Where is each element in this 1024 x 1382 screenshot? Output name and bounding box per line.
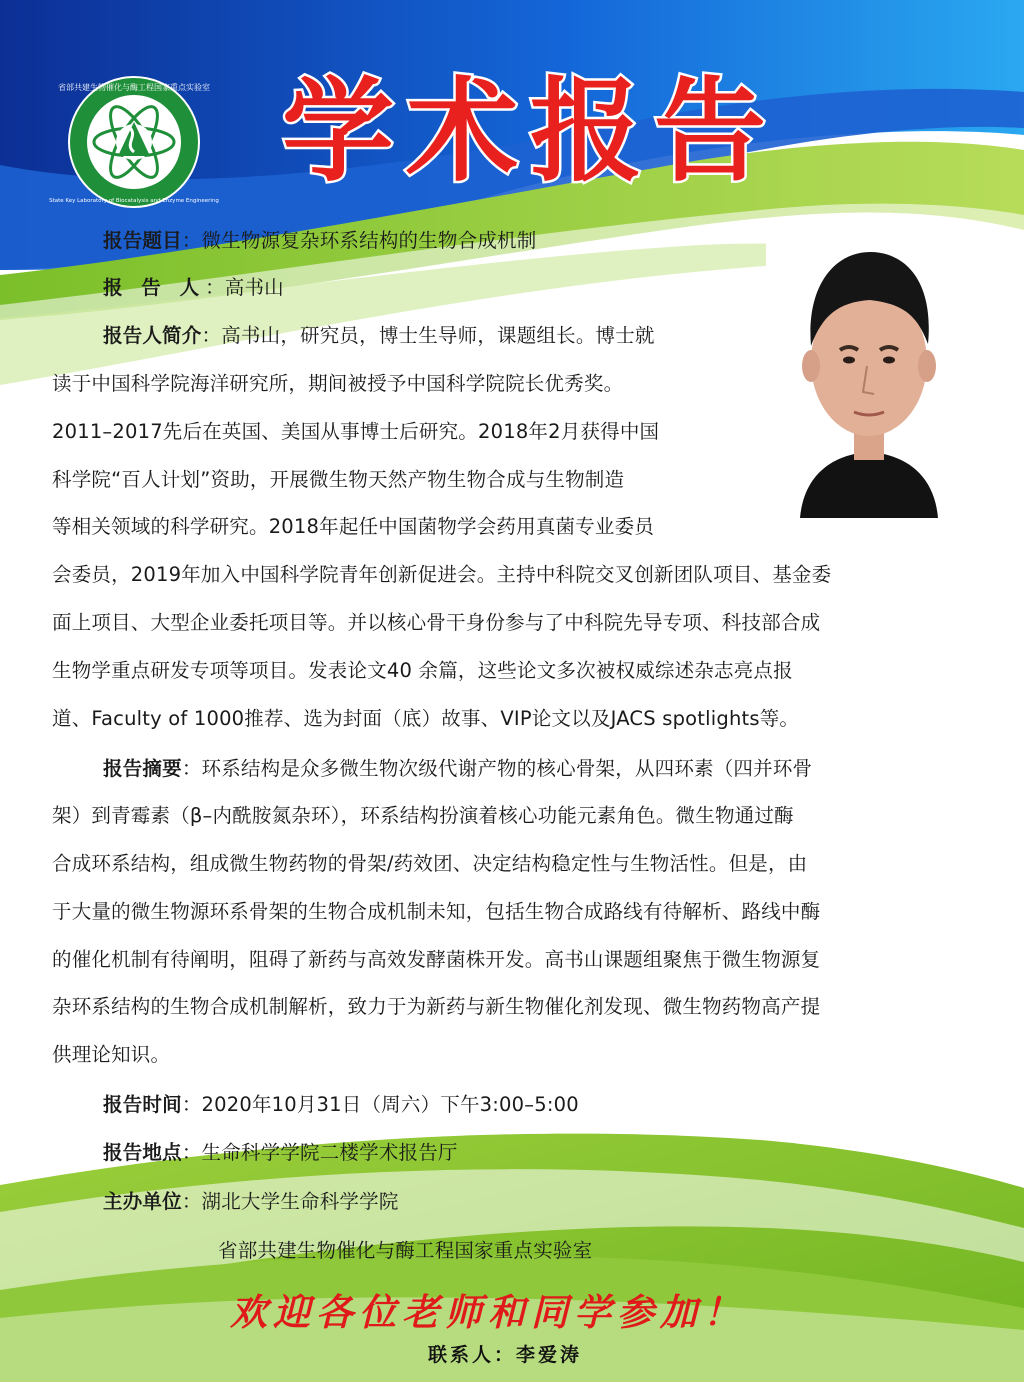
poster-title xyxy=(270,62,790,197)
bio-line: 生物学重点研发专项等项目。发表论文40 余篇，这些论文多次被权威综述杂志亮点报 xyxy=(52,659,793,682)
bio-line: 2011–2017先后在英国、美国从事博士后研究。2018年2月获得中国 xyxy=(52,420,660,443)
contact-line: 联系人：李爱涛 xyxy=(428,1344,583,1366)
topic-colon: ： xyxy=(181,229,202,252)
bio-line: 等相关领域的科学研究。2018年起任中国菌物学会药用真菌专业委员 xyxy=(52,515,655,538)
bio-label: 报告人简介 xyxy=(103,324,202,347)
place-value: 生命科学学院二楼学术报告厅 xyxy=(201,1141,458,1164)
abstract-line: 合成环系结构，组成微生物药物的骨架/药效团、决定结构稳定性与生物活性。但是，由 xyxy=(52,852,808,875)
place-label: 报告地点 xyxy=(103,1141,182,1164)
topic-row xyxy=(103,229,536,253)
topic-value: 微生物源复杂环系结构的生物合成机制 xyxy=(201,229,537,252)
speaker-colon: ： xyxy=(205,276,225,299)
speaker-portrait-image xyxy=(766,226,972,518)
time-label: 报告时间 xyxy=(103,1093,182,1116)
poster-title-text: 学术报告 xyxy=(282,66,778,197)
bio-first-line xyxy=(103,324,655,348)
abstract-colon: ： xyxy=(181,757,202,780)
speaker-label: 报 告 人 xyxy=(103,276,206,299)
host-row xyxy=(103,1190,399,1214)
time-colon: ： xyxy=(181,1093,202,1116)
bio-line: 道、Faculty of 1000推荐、选为封面（底）故事、VIP论文以及JACS spotlights等。 xyxy=(52,707,800,730)
host-value-2: 省部共建生物催化与酶工程国家重点实验室 xyxy=(218,1239,593,1262)
place-row xyxy=(103,1141,458,1165)
bio-line: 高书山，研究员，博士生导师，课题组长。博士就 xyxy=(221,324,655,347)
time-value: 2020年10月31日（周六）下午3:00–5:00 xyxy=(201,1093,579,1116)
abstract-line: 环系结构是众多微生物次级代谢产物的核心骨架，从四环素（四并环骨 xyxy=(201,757,813,780)
bio-line: 科学院“百人计划”资助，开展微生物天然产物生物合成与生物制造 xyxy=(52,468,625,491)
host-colon: ： xyxy=(181,1190,202,1213)
bio-colon: ： xyxy=(201,324,222,347)
bio-line: 读于中国科学院海洋研究所，期间被授予中国科学院院长优秀奖。 xyxy=(52,372,624,395)
place-colon: ： xyxy=(181,1141,202,1164)
svg-text:省部共建生物催化与酶工程国家重点实验室: 省部共建生物催化与酶工程国家重点实验室 xyxy=(58,83,210,92)
abstract-label: 报告摘要 xyxy=(103,757,182,780)
abstract-line: 架）到青霉素（β–内酰胺氮杂环），环系结构扮演着核心功能元素角色。微生物通过酶 xyxy=(52,804,794,827)
speaker-photo xyxy=(766,226,972,518)
abstract-line: 供理论知识。 xyxy=(52,1043,171,1066)
topic-label: 报告题目 xyxy=(103,229,182,252)
welcome-banner: 欢迎各位老师和同学参加！ xyxy=(230,1290,746,1334)
abstract-line: 杂环系结构的生物合成机制解析，致力于为新药与新生物催化剂发现、微生物药物高产提 xyxy=(52,995,821,1018)
speaker-row xyxy=(103,276,284,300)
abstract-line: 于大量的微生物源环系骨架的生物合成机制未知，包括生物合成路线有待解析、路线中酶 xyxy=(52,900,821,923)
svg-text:State Key Laboratory of Biocat: State Key Laboratory of Biocatalysis and Enzyme Engineering xyxy=(49,198,219,204)
bio-line: 面上项目、大型企业委托项目等。并以核心骨干身份参与了中科院先导专项、科技部合成 xyxy=(52,611,821,634)
lab-logo xyxy=(49,74,219,210)
host-value-1: 湖北大学生命科学学院 xyxy=(201,1190,399,1213)
speaker-value: 高书山 xyxy=(224,276,284,299)
abstract-line: 的催化机制有待阐明，阻碍了新药与高效发酵菌株开发。高书山课题组聚焦于微生物源复 xyxy=(52,948,821,971)
bio-line: 会委员，2019年加入中国科学院青年创新促进会。主持中科院交叉创新团队项目、基金委 xyxy=(52,563,832,586)
abstract-first-line xyxy=(103,757,812,781)
host-label: 主办单位 xyxy=(103,1190,182,1213)
time-row xyxy=(103,1093,579,1117)
